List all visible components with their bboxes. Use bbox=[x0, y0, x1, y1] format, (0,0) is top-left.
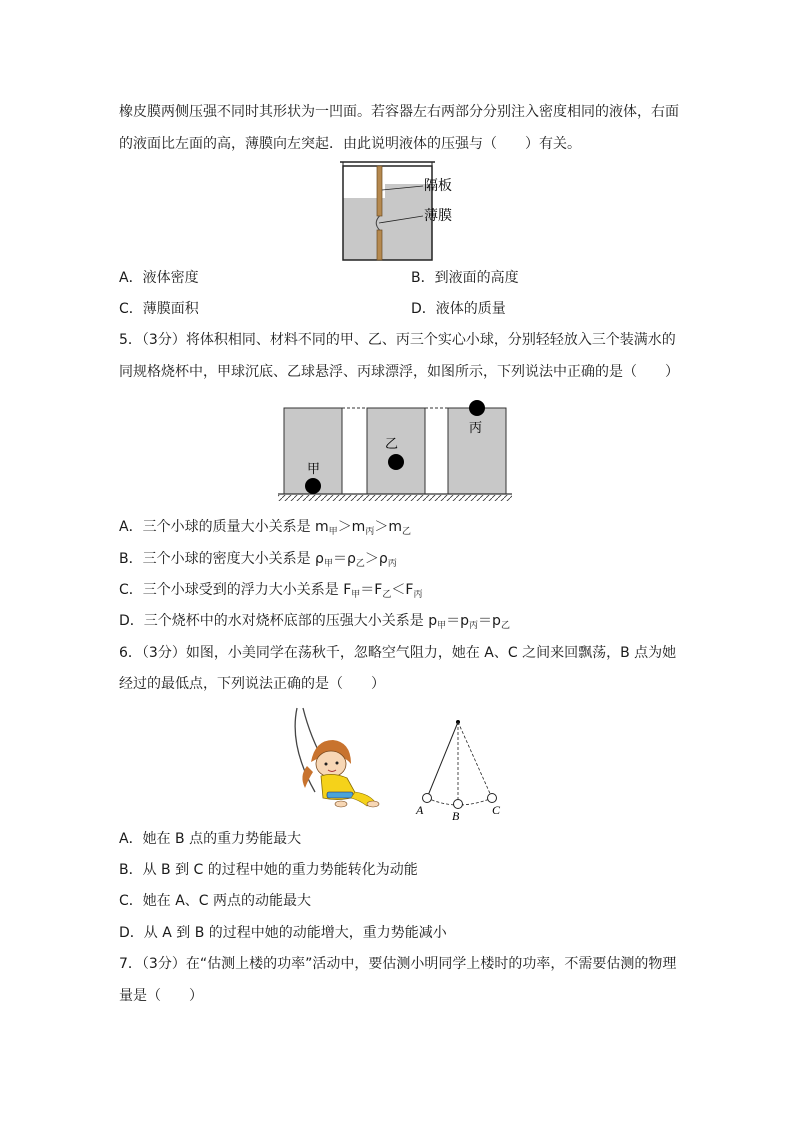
q7-text-line2: 量是（ ） bbox=[119, 988, 203, 1004]
q7-text-line1: 7．（3分）在“估测上楼的功率”活动中，要估测小明同学上楼时的功率，不需要估测的物理 bbox=[119, 956, 677, 972]
swing-seat bbox=[327, 792, 353, 798]
membrane-label: 薄膜 bbox=[424, 208, 452, 224]
q5-option-b: B．三个小球的密度大小关系是 $\rho_甲=\rho_乙>\rho_丙$ bbox=[119, 551, 397, 569]
q5-option-d: D．三个烧杯中的水对烧杯底部的压强大小关系是 $p_甲=p_丙=p_乙$ bbox=[119, 613, 510, 631]
partition-label: 隔板 bbox=[424, 178, 452, 194]
partition-upper bbox=[377, 166, 382, 216]
q5-option-a: A．三个小球的质量大小关系是 $m_甲>m_丙>m_乙$ bbox=[119, 519, 411, 537]
girl-face bbox=[316, 751, 346, 777]
q6-option-a: A．她在 B 点的重力势能最大 bbox=[119, 831, 302, 847]
ball-bing-label: 丙 bbox=[469, 421, 483, 436]
ball-bing bbox=[469, 400, 485, 416]
q4-option-c: C．薄膜面积 bbox=[119, 301, 199, 317]
point-a-label: A bbox=[416, 803, 424, 817]
q4-option-b: B．到液面的高度 bbox=[411, 270, 519, 286]
string-a bbox=[427, 722, 458, 798]
q6-option-d: D．从 A 到 B 的过程中她的动能增大，重力势能减小 bbox=[119, 925, 447, 941]
q5-text-line1: 5．（3分）将体积相同、材料不同的甲、乙、丙三个实心小球，分别轻轻放入三个装满水的 bbox=[119, 332, 676, 348]
point-b-label: B bbox=[452, 809, 460, 822]
q4-option-a: A．液体密度 bbox=[119, 270, 199, 286]
ball-jia-label: 甲 bbox=[307, 462, 321, 477]
q5-text-line2: 同规格烧杯中，甲球沉底、乙球悬浮、丙球漂浮，如图所示，下列说法中正确的是（ ） bbox=[119, 364, 679, 380]
q6-option-c: C．她在 A、C 两点的动能最大 bbox=[119, 893, 312, 909]
partition-lower bbox=[377, 230, 382, 260]
point-b bbox=[454, 800, 463, 809]
ball-jia bbox=[305, 478, 321, 494]
q4-text-line1: 橡皮膜两侧压强不同时其形状为一凹面。若容器左右两部分分别注入密度相同的液体，右面 bbox=[119, 104, 679, 120]
q5-option-c: C．三个小球受到的浮力大小关系是 $F_甲=F_乙<F_丙$ bbox=[119, 582, 423, 600]
string-c bbox=[458, 722, 492, 798]
q4-option-d: D．液体的质量 bbox=[411, 301, 506, 317]
girl-swing-illustration bbox=[285, 706, 395, 812]
point-c-label: C bbox=[492, 803, 501, 817]
ball-yi-label: 乙 bbox=[385, 437, 399, 452]
container-partition-figure bbox=[335, 160, 465, 262]
q6-text-line2: 经过的最低点，下列说法正确的是（ ） bbox=[119, 676, 385, 692]
point-c bbox=[488, 794, 497, 803]
pendulum-diagram bbox=[412, 716, 512, 822]
ball-yi bbox=[388, 454, 404, 470]
beakers-figure bbox=[276, 396, 516, 504]
q6-option-b: B．从 B 到 C 的过程中她的重力势能转化为动能 bbox=[119, 862, 418, 878]
q4-text-line2: 的液面比左面的高，薄膜向左突起．由此说明液体的压强与（ ）有关。 bbox=[119, 136, 581, 152]
q6-text-line1: 6．（3分）如图，小美同学在荡秋千，忽略空气阻力，她在 A、C 之间来回飘荡，B 点为她 bbox=[119, 645, 677, 661]
point-a bbox=[423, 794, 432, 803]
